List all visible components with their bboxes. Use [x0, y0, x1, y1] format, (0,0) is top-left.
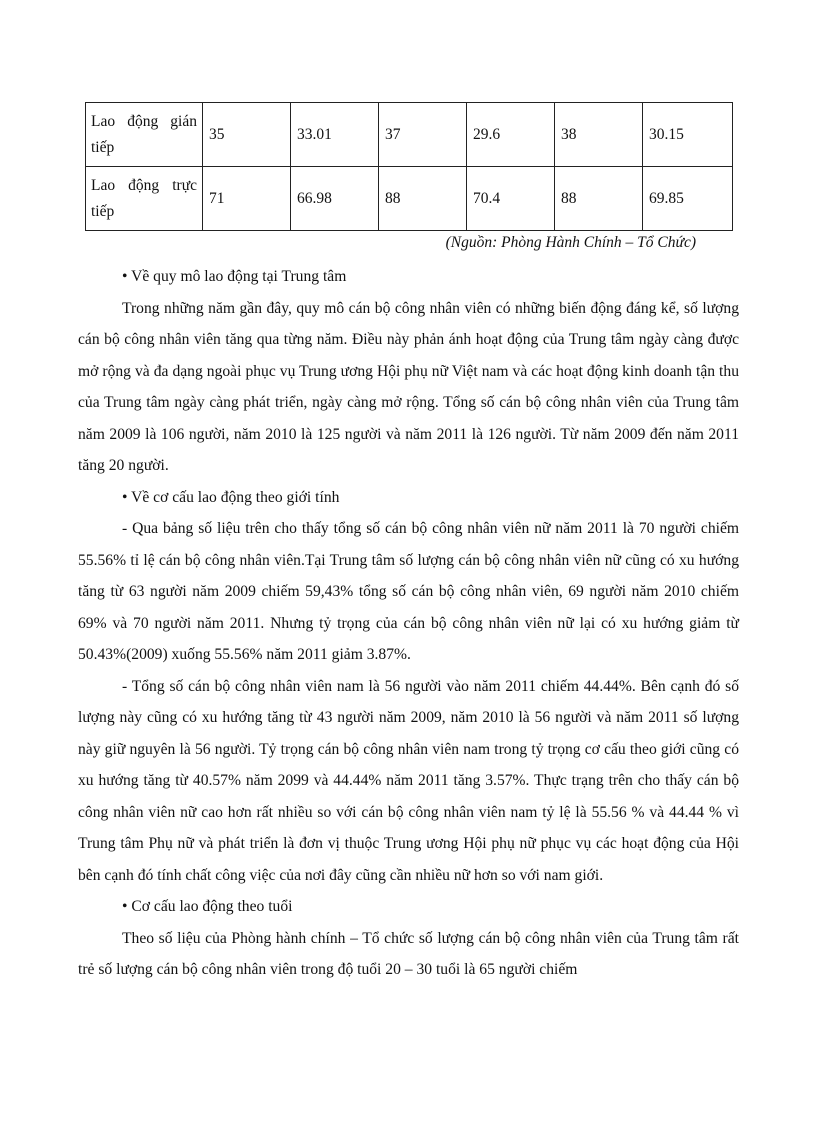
- section-heading-age: • Cơ cấu lao động theo tuổi: [122, 898, 293, 915]
- section-heading-gender: • Về cơ cấu lao động theo giới tính: [122, 488, 340, 506]
- table-cell: 35: [203, 103, 291, 167]
- table-cell: 71: [203, 167, 291, 231]
- paragraph-gender-male: - Tổng số cán bộ công nhân viên nam là 56 người vào năm 2011 chiếm 44.44%. Bên cạnh đó số lượng này cũng có xu hướng tăng từ 43 người năm 2009, năm 2010 là 56 người và năm 2011 số lượng này giữ nguyên là 56 người. Tỷ trọng cán bộ công nhân viên nam trong tỷ trọng cơ cấu theo giới cũng có xu hướng tăng từ 40.57% năm 2099 và 44.44% năm 2011 tăng 3.57%. Thực trạng trên cho thấy cán bộ công nhân viên nữ cao hơn rất nhiều so với cán bộ công nhân viên nam tỷ lệ là 55.56 % và 44.44 % vì Trung tâm Phụ nữ và phát triển là đơn vị thuộc Trung ương Hội phụ nữ phục vụ các hoạt động của Hội bên cạnh đó tính chất công việc của nơi đây cũng cần nhiều nữ hơn so với nam giới.: [78, 677, 739, 884]
- table-cell: 37: [379, 103, 467, 167]
- table-cell: 88: [555, 167, 643, 231]
- table-cell: 66.98: [291, 167, 379, 231]
- table-row-direct-labor: [86, 167, 733, 231]
- paragraph-age: Theo số liệu của Phòng hành chính – Tổ chức số lượng cán bộ công nhân viên của Trung tâm rất trẻ số lượng cán bộ công nhân viên trong độ tuổi 20 – 30 tuổi là 65 người chiếm: [78, 929, 739, 978]
- table-cell: 70.4: [467, 167, 555, 231]
- table-cell: 69.85: [643, 167, 733, 231]
- table-cell: 88: [379, 167, 467, 231]
- section-heading-scale: • Về quy mô lao động tại Trung tâm: [122, 268, 347, 285]
- row-label: Lao động gián tiếp: [86, 103, 203, 167]
- table-cell: 30.15: [643, 103, 733, 167]
- row-label: Lao động trực tiếp: [86, 167, 203, 231]
- table-row-indirect-labor: [86, 103, 733, 167]
- labor-structure-table: [85, 102, 733, 231]
- paragraph-scale: Trong những năm gần đây, quy mô cán bộ công nhân viên có những biến động đáng kể, số lượng cán bộ công nhân viên tăng qua từng năm. Điều này phản ánh hoạt động của Trung tâm ngày càng được mở rộng và đa dạng ngoài phục vụ Trung ương Hội phụ nữ Việt nam và các hoạt động kinh doanh tận thu của Trung tâm ngày càng phát triển, ngày càng mở rộng. Tổng số cán bộ công nhân viên của Trung tâm năm 2009 là 106 người, năm 2010 là 125 người và năm 2011 là 126 người. Từ năm 2009 đến năm 2011 tăng 20 người.: [78, 299, 739, 474]
- body-text: [78, 261, 739, 986]
- table-cell: 29.6: [467, 103, 555, 167]
- source-note: (Nguồn: Phòng Hành Chính – Tổ Chức): [445, 234, 696, 251]
- table-cell: 33.01: [291, 103, 379, 167]
- paragraph-gender-female: - Qua bảng số liệu trên cho thấy tổng số cán bộ công nhân viên nữ năm 2011 là 70 người chiếm 55.56% tỉ lệ cán bộ công nhân viên.Tại Trung tâm số lượng cán bộ công nhân viên nữ cũng có xu hướng tăng từ 63 người năm 2009 chiếm 59,43% tổng số cán bộ công nhân viên, 69 người năm 2010 chiếm 69% và 70 người năm 2011. Nhưng tỷ trọng của cán bộ công nhân viên nữ lại có xu hướng giảm từ 50.43%(2009) xuống 55.56% năm 2011 giảm 3.87%.: [78, 520, 739, 663]
- table-cell: 38: [555, 103, 643, 167]
